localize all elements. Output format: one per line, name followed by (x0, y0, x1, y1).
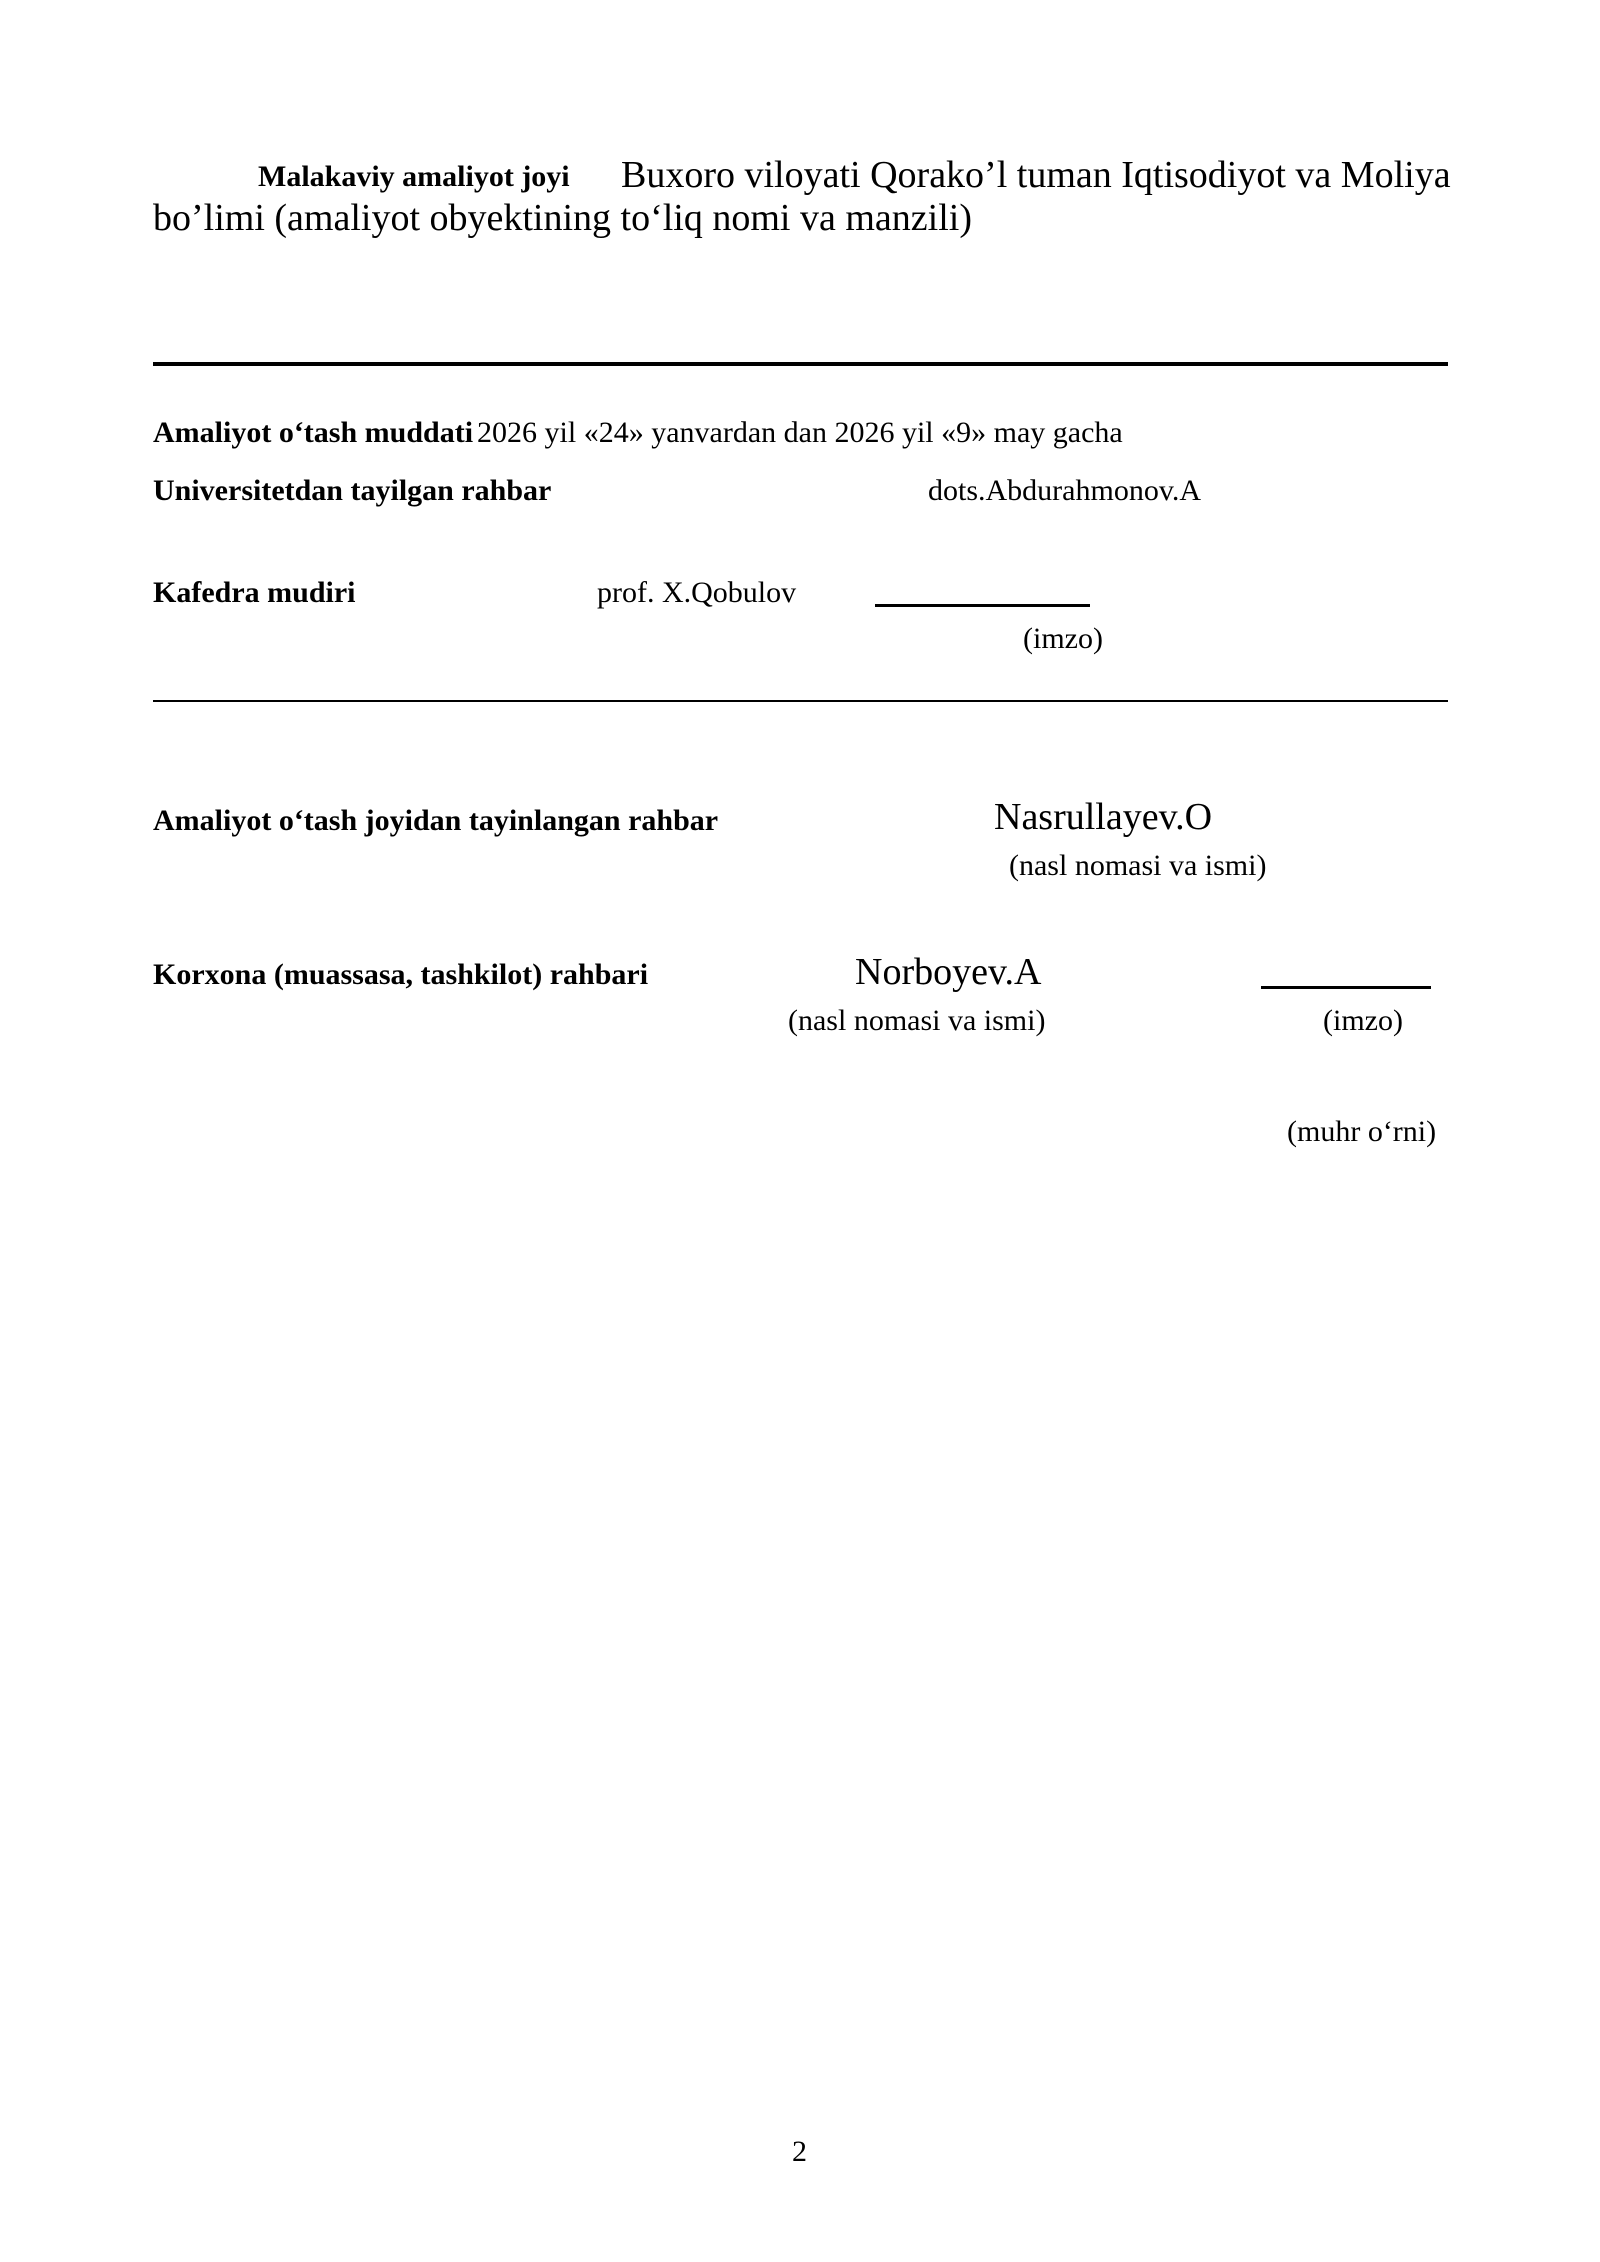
department-head-name: prof. X.Qobulov (597, 576, 797, 609)
department-head-signature-line (875, 604, 1090, 607)
duration-value: 2026 yil «24» yanvardan dan 2026 yil «9» may gacha (477, 416, 1123, 449)
enterprise-head-name: Norboyev.A (855, 951, 1042, 993)
place-underline (153, 362, 1448, 366)
section-divider (153, 700, 1448, 702)
duration-row (153, 416, 1123, 450)
site-supervisor-label: Amaliyot o‘tash joyidan tayinlangan rahbar (153, 804, 719, 837)
enterprise-head-name-caption: (nasl nomasi va ismi) (788, 1004, 1046, 1037)
place-value-line2: bo’limi (amaliyot obyektining to‘liq nomi va manzili) (153, 197, 972, 239)
place-value-line1: Buxoro viloyati Qorako’l tuman Iqtisodiyot va Moliya (621, 154, 1451, 196)
place-label: Malakaviy amaliyot joyi (258, 160, 570, 193)
department-head-signature-caption: (imzo) (1023, 622, 1103, 655)
page-number: 2 (792, 2135, 807, 2168)
enterprise-head-signature-caption: (imzo) (1323, 1004, 1403, 1037)
university-supervisor-name: dots.Abdurahmonov.A (928, 474, 1202, 507)
site-supervisor-name-caption: (nasl nomasi va ismi) (1009, 849, 1267, 882)
site-supervisor-name: Nasrullayev.O (994, 796, 1213, 838)
department-head-label: Kafedra mudiri (153, 576, 356, 609)
duration-label: Amaliyot o‘tash muddati (153, 416, 474, 449)
stamp-caption: (muhr o‘rni) (1287, 1115, 1437, 1148)
university-supervisor-label: Universitetdan tayilgan rahbar (153, 474, 552, 507)
enterprise-head-label: Korxona (muassasa, tashkilot) rahbari (153, 958, 649, 991)
enterprise-head-signature-line (1261, 986, 1431, 989)
